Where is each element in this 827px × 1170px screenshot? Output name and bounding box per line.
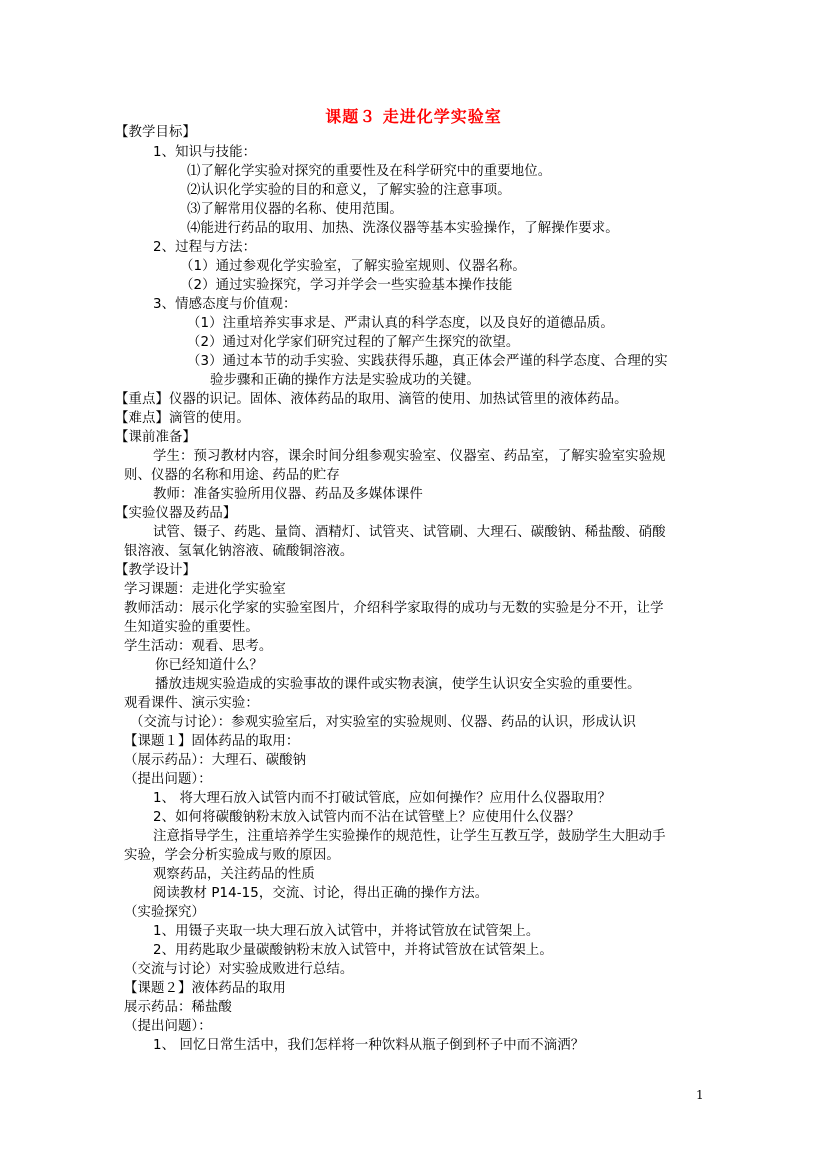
- text-line: 【重点】仪器的识记。固体、液体药品的取用、滴管的使用、加热试管里的液体药品。: [115, 392, 628, 407]
- text-line: 【教学目标】: [115, 125, 196, 140]
- text-line: 验步骤和正确的操作方法是实验成功的关键。: [210, 373, 480, 388]
- text-line: 学生：预习教材内容，课余时间分组参观实验室、仪器室、药品室，了解实验室实验规: [153, 449, 666, 464]
- text-line: （提出问题）：: [124, 1019, 212, 1034]
- text-line: 试管、镊子、药匙、量筒、酒精灯、试管夹、试管刷、大理石、碳酸钠、稀盐酸、硝酸: [153, 525, 666, 540]
- text-line: 3、情感态度与价值观：: [153, 297, 297, 312]
- text-line: 银溶液、氢氧化钠溶液、硫酸铜溶液。: [124, 544, 354, 559]
- text-line: （提出问题）：: [124, 772, 212, 787]
- text-line: 阅读教材 P14-15，交流、讨论，得出正确的操作方法。: [153, 886, 489, 901]
- text-line: 2、如何将碳酸钠粉末放入试管内而不沾在试管壁上？应使用什么仪器？: [153, 810, 580, 825]
- text-line: 【课题１】固体药品的取用：: [124, 734, 300, 749]
- text-line: （1）通过参观化学实验室，了解实验室规则、仪器名称。: [180, 259, 526, 274]
- text-line: 1、 将大理石放入试管内而不打破试管底，应如何操作？应用什么仪器取用？: [153, 791, 612, 806]
- text-line: 学习课题：走进化学实验室: [124, 582, 286, 597]
- text-line: ⑶了解常用仪器的名称、使用范围。: [187, 202, 403, 217]
- text-line: （展示药品）：大理石、碳酸钠: [124, 753, 307, 768]
- document-title: 课题３ 走进化学实验室: [325, 107, 502, 126]
- text-line: 你已经知道什么？: [155, 658, 263, 673]
- text-line: 教师活动：展示化学家的实验室图片，介绍科学家取得的成功与无数的实验是分不开，让学: [124, 601, 664, 616]
- text-line: 观察药品，关注药品的性质: [153, 867, 315, 882]
- text-line: 【教学设计】: [115, 563, 196, 578]
- text-line: 播放违规实验造成的实验事故的课件或实物表演，使学生认识安全实验的重要性。: [155, 677, 641, 692]
- text-line: 【难点】滴管的使用。: [115, 411, 250, 426]
- text-line: 生知道实验的重要性。: [124, 620, 259, 635]
- text-line: 实验，学会分析实验成与败的原因。: [124, 848, 340, 863]
- text-line: 【课前准备】: [115, 430, 196, 445]
- text-line: 教师：准备实验所用仪器、药品及多媒体课件: [153, 487, 423, 502]
- text-line: 注意指导学生，注重培养学生实验操作的规范性，让学生互教互学，鼓励学生大胆动手: [153, 829, 666, 844]
- text-line: ⑷能进行药品的取用、加热、洗涤仪器等基本实验操作，了解操作要求。: [187, 221, 619, 236]
- text-line: （3）通过本节的动手实验、实践获得乐趣，真正体会严谨的科学态度、合理的实: [187, 354, 668, 369]
- text-line: （交流与讨论）：参观实验室后，对实验室的实验规则、仪器、药品的认识，形成认识: [130, 715, 636, 730]
- text-line: 【课题２】液体药品的取用: [124, 981, 286, 996]
- text-line: （2）通过对化学家们研究过程的了解产生探究的欲望。: [187, 335, 520, 350]
- text-line: 【实验仪器及药品】: [115, 506, 237, 521]
- text-line: 1、知识与技能：: [153, 145, 257, 160]
- text-line: 2、过程与方法：: [153, 240, 257, 255]
- text-line: 2、用药匙取少量碳酸钠粉末放入试管中，并将试管放在试管架上。: [153, 943, 553, 958]
- text-line: ⑵认识化学实验的目的和意义，了解实验的注意事项。: [187, 183, 511, 198]
- text-line: ⑴了解化学实验对探究的重要性及在科学研究中的重要地位。: [187, 164, 552, 179]
- text-line: （1）注重培养实事求是、严肃认真的科学态度，以及良好的道德品质。: [187, 316, 614, 331]
- text-line: 学生活动：观看、思考。: [124, 639, 273, 654]
- text-line: （2）通过实验探究，学习并学会一些实验基本操作技能: [180, 278, 513, 293]
- text-line: 1、 回忆日常生活中，我们怎样将一种饮料从瓶子倒到杯子中而不滴洒？: [153, 1038, 585, 1053]
- text-line: 展示药品：稀盐酸: [124, 1000, 232, 1015]
- text-line: （交流与讨论）对实验成败进行总结。: [124, 962, 354, 977]
- text-line: （实验探究）: [124, 905, 205, 920]
- text-line: 则、仪器的名称和用途、药品的贮存: [124, 468, 340, 483]
- text-line: 1、用镊子夹取一块大理石放入试管中，并将试管放在试管架上。: [153, 924, 540, 939]
- text-line: 观看课件、演示实验：: [124, 696, 259, 711]
- page-number: 1: [696, 1088, 704, 1102]
